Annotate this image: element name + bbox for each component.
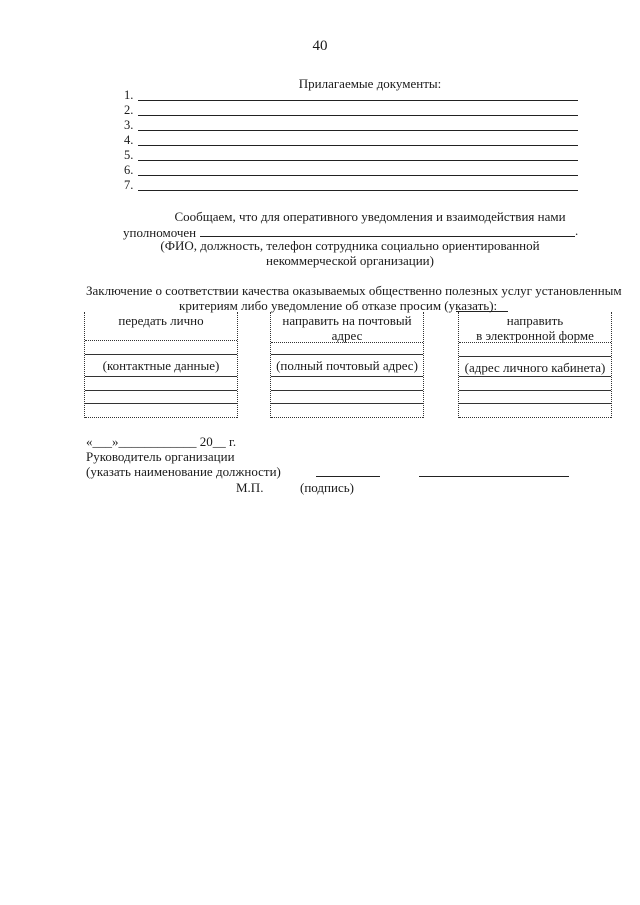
box-divider: [85, 340, 237, 341]
document-line-rule: [138, 145, 578, 146]
delivery-option-title-line2: в электронной форме: [476, 328, 594, 343]
box-divider: [459, 417, 611, 418]
authorized-label: уполномочен: [123, 225, 197, 240]
document-line-rule: [138, 115, 578, 116]
conclusion-text-line1: Заключение о соответствии качества оказываемых общественно полезных услуг установленным: [86, 283, 622, 298]
document-line-number: 2.: [124, 103, 134, 117]
box-divider: [271, 342, 423, 343]
stamp-label: М.П.: [236, 480, 264, 495]
box-divider: [271, 376, 423, 377]
box-divider: [459, 342, 611, 343]
box-divider: [85, 354, 237, 355]
document-line-number: 5.: [124, 148, 134, 162]
box-divider: [271, 354, 423, 355]
document-line-rule: [138, 190, 578, 191]
date-line: «___»____________ 20__ г.: [86, 434, 237, 449]
document-line-number: 1.: [124, 88, 134, 102]
page-number: 40: [312, 38, 328, 54]
authorized-hint-line1: (ФИО, должность, телефон сотрудника социально ориентированной: [160, 238, 540, 253]
delivery-option-postal: [270, 312, 424, 418]
delivery-option-detail: (контактные данные): [102, 358, 220, 373]
authorized-hint-line2: некоммерческой организации): [266, 253, 434, 268]
delivery-option-in-person: [84, 312, 238, 418]
document-line-rule: [138, 130, 578, 131]
delivery-option-electronic: [458, 312, 612, 418]
box-divider: [271, 390, 423, 391]
box-divider: [85, 376, 237, 377]
signature-line: [316, 476, 380, 477]
box-divider: [271, 403, 423, 404]
document-line-rule: [138, 100, 578, 101]
notice-text: Сообщаем, что для оперативного уведомления и взаимодействия нами: [174, 209, 566, 224]
conclusion-text-line2: критериям либо уведомление об отказе просим (указать):: [179, 298, 498, 313]
delivery-option-title: направить на почтовый: [282, 313, 412, 328]
name-line: [419, 476, 569, 477]
document-line-rule: [138, 175, 578, 176]
box-divider: [85, 390, 237, 391]
document-line-number: 4.: [124, 133, 134, 147]
box-divider: [459, 356, 611, 357]
delivery-option-title-line2: адрес: [331, 328, 363, 343]
attached-documents-heading: Прилагаемые документы:: [298, 76, 442, 91]
document-line-rule: [138, 160, 578, 161]
head-of-organization-label: Руководитель организации: [86, 449, 235, 464]
signature-label: (подпись): [300, 480, 354, 495]
document-line-number: 6.: [124, 163, 134, 177]
document-line-number: 7.: [124, 178, 134, 192]
delivery-option-detail: (адрес личного кабинета): [464, 360, 606, 375]
delivery-option-title: направить: [506, 313, 564, 328]
box-divider: [459, 403, 611, 404]
box-divider: [459, 390, 611, 391]
authorized-person-line: [200, 236, 575, 237]
delivery-option-detail: (полный почтовый адрес): [276, 358, 418, 373]
delivery-option-title: передать лично: [118, 313, 204, 328]
authorized-line-end-mark: .: [575, 223, 579, 238]
box-divider: [85, 403, 237, 404]
box-divider: [271, 417, 423, 418]
box-divider: [459, 376, 611, 377]
position-hint: (указать наименование должности): [86, 464, 281, 479]
document-line-number: 3.: [124, 118, 134, 132]
box-divider: [85, 417, 237, 418]
